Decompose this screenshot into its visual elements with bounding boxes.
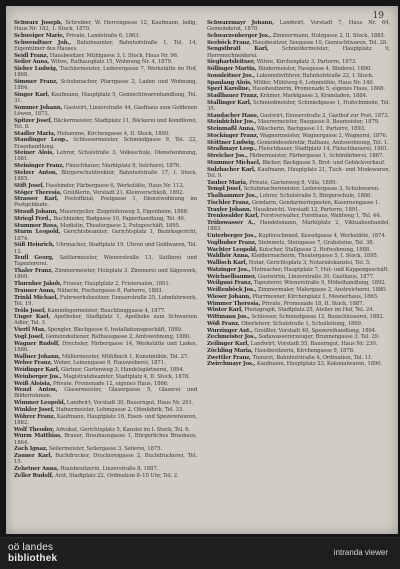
entry-name: Wimmer Theresia, (207, 300, 261, 307)
entry-details: Näherin, Fischergasse 8, Parterre, 1883. (56, 287, 163, 294)
directory-entry (14, 20, 197, 32)
directory-entry (207, 193, 390, 199)
directory-entry (207, 328, 390, 334)
directory-entry (207, 301, 390, 307)
entry-details: Bahnbeamter, Bahnhofstraße 1, Tel. 14, Eigentümer des Hauses. (14, 39, 197, 52)
entry-name: Zauner Karl, (14, 453, 53, 460)
directory-entry (14, 150, 197, 162)
entry-name: Schweiger Marie, (14, 32, 65, 39)
directory-entry (207, 348, 390, 354)
directory-entry (14, 446, 197, 452)
entry-name: Waldhör Anna, (207, 253, 250, 260)
directory-entry (207, 46, 390, 58)
entry-name: Wagner Rudolf, (14, 340, 60, 347)
directory-entry (14, 163, 197, 169)
entry-details: Hausbesitzerin, Linzerstraße 8, 1887. (60, 465, 159, 472)
directory-entry (14, 105, 197, 117)
directory-entry (207, 180, 390, 186)
entry-details: Zimmermann, Holzgasse 2, II. Stock, 1885. (272, 32, 386, 39)
entry-details: Schlossermeister, Schmiedgasse 9, Tel. 22, Eisenhandlung. (14, 137, 197, 150)
directory-entry (14, 367, 197, 373)
entry-name: Zeilinger Karl, (207, 341, 250, 348)
directory-entry (14, 33, 197, 39)
entry-name: Wöhrer Franz, (14, 413, 56, 420)
entry-name: Staudacher Hans, (207, 112, 259, 119)
directory-entry (207, 307, 390, 313)
entry-name: Schwendtner Joh., (14, 39, 71, 46)
directory-entry (207, 40, 390, 46)
entry-name: Tauber Maria, (207, 179, 248, 186)
directory-entry (14, 381, 197, 387)
entry-details: Greißlerin, Vorstadt 21, Kleinverschleiß, 1892. (63, 189, 184, 196)
directory-entry (14, 308, 197, 314)
entry-name: Sonnleitner Jos., (207, 72, 255, 79)
entry-details: Weber, Leinengasse 9, Hausweberei, 1871. (53, 360, 166, 367)
entry-details: Wagnermeister, Wagnergasse 2, Wagnerei, 1876. (259, 132, 388, 139)
entry-name: Stummer Rosa, (14, 222, 59, 229)
entry-details: Hausbesitzerin, Promenade 5, eigenes Haus, 1868. (252, 86, 385, 93)
entry-name: Strauß Johann, (14, 209, 58, 216)
entry-name: Vogl Josef, (14, 333, 45, 340)
right-column (207, 20, 390, 530)
directory-entry (14, 281, 197, 287)
directory-entry (207, 113, 390, 119)
entry-details: Landwirt, Vorstadt 7, Haus Nr. 64, Gemeinderat, 1870. (207, 20, 390, 33)
entry-details: Brauer, Brauhausgasse 1, Bürgerliches Brauhaus, 1864. (14, 433, 197, 446)
directory-entry (207, 294, 390, 300)
entry-details: Bürgerschuldirektor, Bahnhofstraße 17, I. Stock, 1885. (14, 169, 197, 183)
entry-details: Bindermeister, Fassgasse 4, Binderei, 1890. (258, 66, 372, 73)
directory-entry (14, 229, 197, 241)
directory-entry (207, 133, 390, 139)
entry-details: Landwirt, Vorstadt 30, Bauerngut, Haus Nr. 201. (66, 400, 194, 407)
entry-details: Hausbesitzerin, Kirchengasse 9, 1878. (254, 347, 355, 354)
directory-entry (207, 274, 390, 280)
directory-entry (14, 190, 197, 196)
directory-entry (207, 334, 390, 340)
entry-name: Steininger Franz, (14, 163, 65, 170)
page-number: 19 (372, 11, 384, 21)
viewer-label[interactable]: intranda viewer (333, 548, 388, 557)
entry-name: Trauner Anna, (14, 287, 56, 294)
entry-name: Seeböck Franz, (207, 39, 251, 46)
entry-name: Stelzer Anton, (14, 169, 58, 176)
directory-entry (207, 119, 390, 125)
entry-details: Postoffizial, Postgasse 1, Dienstwohnung im Postgebäude. (14, 196, 197, 209)
entry-name: Trenkwalder Karl, (207, 213, 260, 220)
left-column (14, 20, 197, 530)
entry-name: Weidinger Karl, (14, 367, 60, 374)
directory-entry (207, 233, 390, 239)
directory-entry (207, 220, 390, 232)
entry-name: Wallner Johann, (14, 353, 61, 360)
directory-entry (14, 360, 197, 366)
directory-entry (14, 170, 197, 182)
entry-name: Watzinger Jos., (207, 266, 251, 273)
directory-entry (14, 79, 197, 91)
entry-name: Sturm Leopold, (14, 229, 61, 236)
entry-name: Trinkl Michael, (14, 294, 59, 301)
entry-details: Krämer, Marktgasse 3, Kramladen, 1884. (259, 93, 368, 100)
entry-details: Kaufmann, Hauptplatz 16, Eisen- und Spezereiwaren, 1882. (14, 413, 197, 426)
entry-name: Sengstbratl Karl, (207, 46, 269, 53)
directory-entry (14, 223, 197, 229)
directory-entry (207, 73, 390, 79)
entry-details: Fuhrwerksbesitzer, Ennserstraße 25, Lohnfuhrwerk, Tel. 19. (14, 294, 197, 307)
directory-entry (14, 216, 197, 222)
directory-entry (14, 66, 197, 78)
directory-entry (207, 59, 390, 65)
entry-details: Kaufmann, Hauptplatz 21, Tuch- und Modewaren, Tel. 9. (207, 166, 390, 179)
entry-details: Greißler, Vorstadt 40, Spezereihandlung, 1894. (254, 327, 377, 334)
entry-name: Stöger Theresia, (14, 189, 62, 196)
entry-details: Maurermeister, Baugasse 8, Baumeister, 1879. (257, 119, 380, 126)
entry-details: Hausknecht, Vorstadt 12, Parterre, 1891. (252, 206, 360, 213)
directory-entry (207, 314, 390, 320)
entry-name: Wieser Johann, (207, 293, 251, 300)
directory-entry (14, 137, 197, 149)
entry-details: Witwe, Rathausplatz 15, Wohnung Nr. 4, 1879. (50, 59, 173, 66)
directory-entry (207, 160, 390, 166)
directory-entry (14, 209, 197, 215)
entry-name: Seidl Franz, (14, 52, 49, 59)
directory-entry (14, 183, 197, 189)
directory-entry (14, 354, 197, 360)
entry-name: Schwarzmayr Johann, (207, 20, 274, 26)
entry-name: Trübswasser A., (207, 220, 256, 227)
entry-details: Hausbesitzer, Seegasse 10, Gemischtwaren, Tel. 28. (252, 39, 388, 46)
entry-details: Müller, Mühlweg 6, Lohnmühle, Haus Nr. 140. (253, 79, 375, 86)
entry-name: Wöß Franz, (207, 320, 240, 327)
entry-details: Landwirt, Vorstadt 55, Bauerngut, Haus Nr. 230. (250, 341, 378, 348)
footer-bar (0, 537, 400, 569)
entry-details: Hausbesitzer, Mühlgasse 3, I. Stock, Haus Nr. 96. (49, 52, 179, 59)
entry-name: Weber Franz, (14, 360, 53, 367)
directory-entry (14, 327, 197, 333)
entry-name: Wimmer Leopold, (14, 400, 66, 407)
directory-entry (14, 466, 197, 472)
entry-name: Wurm Matthias, (14, 433, 62, 440)
directory-entry (14, 427, 197, 433)
entry-details: Sodawassererzeuger, Brunnengasse 3, Tel. 29. (258, 334, 380, 341)
entry-name: Seiler Anna, (14, 59, 50, 66)
entry-details: Gendarm, Gendarmerieposten, Kasernengasse 1. (251, 199, 380, 206)
entry-name: Steiner Alois, (14, 150, 54, 157)
entry-details: Gastwirt, Ennserstraße 2, Gasthof zur Post, 1872. (260, 112, 390, 119)
logo-line-1: oö landes (8, 542, 54, 553)
entry-name: Weinberger Jos., (14, 373, 62, 380)
entry-details: Forstverwalter, Forsthaus, Waldweg 1, Tel. 44. (260, 213, 381, 220)
directory-entry (14, 40, 197, 52)
directory-entry (207, 207, 390, 213)
entry-name: Viertl Max, (14, 327, 46, 334)
entry-name: Sperl Karoline, (207, 86, 251, 93)
entry-details: Bäckermeister, Stadtplatz 11, Bäckerei und Konditorei, Tel. 8. (14, 117, 197, 130)
directory-entry (207, 66, 390, 72)
entry-details: Gemeindesekretär, Rathaus, Amtswohnung, Tel. 1. (257, 139, 389, 146)
entry-name: Stadlbauer Franz, (207, 93, 259, 100)
directory-entry (207, 341, 390, 347)
entry-name: Spitzer Josef, (14, 117, 53, 124)
entry-details: Schlosser, Schmiedgasse 12, Bauschlosserei, 1882. (251, 314, 385, 321)
entry-details: Steinmetz, Steingasse 7, Grabsteine, Tel. 38. (257, 239, 374, 246)
entry-name: Zehetner Anna, (14, 465, 59, 472)
entry-details: Buchdrucker, Druckereigasse 2, Buchdruckerei, Tel. 15. (14, 453, 197, 466)
entry-details: Kaufmann, Hauptplatz 23, Kolonialwaren, 1890. (256, 361, 383, 368)
entry-details: Private, Promenade 18, II. Stock, 1887. (261, 300, 364, 307)
entry-name: Wallisch Karl, (207, 260, 248, 267)
entry-name: Weichselbaumer, (207, 273, 257, 280)
entry-details: Buchbinder, Badgasse 10, Papierhandlung, Tel. 40. (53, 215, 186, 222)
entry-name: Zach Ignaz, (14, 446, 48, 453)
entry-details: Gärtner, Gartenweg 3, Handelsgärtnerei, 1894. (61, 367, 185, 374)
directory-entry (207, 240, 390, 246)
entry-details: Fassbinder, Färbergasse 6, Werkstätte, Haus Nr. 112. (45, 182, 185, 189)
entry-name: Weißenböck Jos., (207, 287, 257, 294)
directory-entry (207, 80, 390, 86)
entry-details: Schreiber, W. Herrengasse 12, Kaufmann, ledig, Haus Nr. 182, 1. Stock, 1870. (14, 20, 197, 33)
directory-entry (14, 92, 197, 104)
directory-entry (207, 267, 390, 273)
entry-details: Gastwirtin, Linzerstraße 30, Gasthaus, 1877. (257, 273, 375, 280)
directory-entry (207, 260, 390, 266)
entry-name: Templ Josef, (207, 186, 243, 193)
entry-name: Süß Heinrich, (14, 242, 55, 249)
entry-name: Sieber Ludwig, (14, 66, 58, 73)
directory-entry (14, 334, 197, 340)
directory-entry (14, 387, 197, 399)
entry-name: Singer Karl, (14, 91, 50, 98)
entry-name: Tischler Franz, (207, 199, 251, 206)
entry-name: Zöchling Maria, (207, 347, 253, 354)
directory-entry (14, 374, 197, 380)
entry-name: Tröls Josef, (14, 307, 46, 314)
entry-details: Friseur, Hauptplatz 2, Frisiersalon, 1891. (63, 281, 171, 288)
entry-name: Wurzinger Ant., (207, 327, 253, 334)
entry-details: Glasermeister, Glasergasse 5, Glaserei und Bilderrahmen. (14, 387, 197, 400)
entry-details: Sattlermeister, Wienerstraße 13, Sattlerei und Tapeziererei. (14, 255, 197, 268)
entry-details: Pfarrmesner, Kirchenplatz 1, Mesnerhaus, 1865. (252, 293, 379, 300)
entry-name: Voglhuber Franz, (207, 239, 257, 246)
directory-entry (14, 268, 197, 280)
directory-entry (14, 433, 197, 445)
directory-entry (14, 400, 197, 406)
directory-entry (207, 280, 390, 286)
directory-entry (207, 86, 390, 92)
directory-entry (207, 140, 390, 146)
entry-details: Wäscherin, Bachgasse 11, Parterre, 1893. (256, 126, 366, 133)
entry-name: Staudinger Leop., (14, 137, 69, 144)
entry-name: Teufl Georg, (14, 255, 54, 262)
directory-entry (14, 288, 197, 294)
entry-details: Zimmermaler, Malergasse 2, Anstreicherei, 1880. (257, 287, 387, 294)
entry-details: Müllermeister, Mühlbach 1, Kunstmühle, Tel. 27. (61, 353, 189, 360)
directory-entry (207, 186, 390, 192)
entry-name: Schwarzenberger Jos., (207, 32, 272, 39)
directory-entry (207, 321, 390, 327)
entry-details: Tapezierer, Wienerstraße 9, Möbelhandlung, 1892. (253, 280, 387, 287)
entry-details: Notar, Gerichtsplatz 3, Notariatskanzlei, Tel. 5. (248, 260, 371, 267)
entry-name: Stummer Michael, (207, 159, 261, 166)
entry-name: Wolf Theodor, (14, 426, 55, 433)
directory-entry (14, 59, 197, 65)
entry-name: Spanlang Alois, (207, 79, 252, 86)
directory-entry (207, 253, 390, 259)
entry-details: Hafnermeister, Lehmgasse 2, Ofenfabrik, Tel. 33. (56, 406, 184, 413)
entry-name: Streicher Jos., (207, 153, 248, 160)
entry-details: Private, Landstraße 6, 1863. (65, 32, 140, 39)
entry-details: Kupferschmied, Kesselgasse 4, Werkstätte, 1874. (258, 233, 387, 240)
entry-name: Sommer Johann, (14, 104, 63, 111)
entry-details: Schuhmacher, Pfarrgasse 2, Laden und Wohnung, 1884. (14, 78, 197, 92)
directory-entry (14, 473, 197, 479)
directory-entry (14, 53, 197, 59)
entry-name: Zwettler Franz, (207, 354, 251, 361)
directory-entry (207, 247, 390, 253)
directory-entry (14, 453, 197, 465)
scanned-page[interactable] (6, 6, 398, 534)
entry-details: Gemeindediener, Rathausgasse 2, Amtswohnung, 1880. (45, 333, 191, 340)
entry-name: Steinmaßl Anna, (207, 126, 256, 133)
entry-name: Sieghartsleitner, (207, 59, 256, 66)
entry-details: Kutscher, Stallgasse 2, Hofwohnung, 1888. (258, 246, 371, 253)
entry-details: Bäcker, Backgasse 5, Brot- und Gebäckverkauf. (262, 159, 386, 166)
directory-entry (14, 414, 197, 426)
entry-details: Färbermeister, Färbergasse 1, Schönfärberei, 1867. (249, 153, 384, 160)
entry-details: Kaminfegermeister, Rauchfanggasse 4, 1877. (47, 307, 166, 314)
entry-details: Spengler, Blechgasse 6, Installationsgeschäft, 1889. (47, 327, 183, 334)
entry-name: Stallinger Karl, (207, 99, 252, 106)
entry-name: Wittmann Jos., (207, 314, 250, 321)
directory-entry (207, 146, 390, 152)
entry-details: Maurerpolier, Ziegelofenweg 5, Eigenheim, 1888. (59, 209, 189, 216)
entry-details: Fleischhauer, Marktplatz 8, Selcherei, 1876. (65, 163, 181, 170)
entry-details: Witwe, Kirchenplatz 3, Parterre, 1873. (256, 59, 357, 66)
directory-entry (14, 196, 197, 208)
entry-details: Photograph, Stadtplatz 25, Atelier im Hof, Tel. 24. (244, 307, 374, 314)
entry-name: Weilguni Franz, (207, 280, 253, 287)
entry-details: Hebamme, Kirchengasse 4, II. Stock, 1890. (57, 130, 170, 137)
entry-details: Zimmermeister, Holzplatz 3, Zimmerei und Sägewerk, 1869. (14, 268, 197, 281)
entry-name: Straßmayr Leop., (207, 146, 257, 153)
entry-details: Schneidermeister, Hauptplatz 9, Herrenschneiderei. (207, 46, 390, 59)
directory-entry (207, 200, 390, 206)
entry-details: Drechsler, Färbergasse 14, Werkstätte und Laden, 1886. (14, 340, 197, 353)
entry-details: Tierarzt, Bahnhofstraße 4, Ordination, Tel. 11. (252, 354, 373, 361)
directory-entry (14, 295, 197, 307)
directory-entry (207, 126, 390, 132)
entry-name: Thurnher Jakob, (14, 281, 62, 288)
directory-entry (14, 255, 197, 267)
entry-name: Steinbichler Jos., (207, 119, 257, 126)
entry-details: Lehrer, Schulstraße 3, Volksschule, Dienstwohnung, 1881. (14, 150, 197, 163)
entry-details: Magistratsbeamter, Stadtplatz 4, II. Stock, 1878. (63, 373, 190, 380)
directory-entry (14, 131, 197, 137)
directory-entry (14, 407, 197, 413)
entry-details: Gerichtsbeamter, Gerichtsplatz 1, Bezirksgericht, 1874. (14, 229, 197, 242)
entry-name: Simmer Franz, (14, 78, 58, 85)
entry-details: Private, Promenade 12, eigenes Haus, 1866. (53, 380, 169, 387)
entry-name: Winter Karl, (207, 307, 243, 314)
entry-name: Strasser Karl, (14, 196, 59, 203)
entry-name: Stift Josef, (14, 182, 45, 189)
entry-name: Zwirchmayr Jos., (207, 361, 256, 368)
entry-name: Schwarz Joseph, (14, 20, 63, 26)
entry-name: Wenzl Anton, (14, 387, 58, 394)
entry-name: Wachter Leopold, (207, 246, 258, 253)
directory-entry (207, 287, 390, 293)
entry-name: Striegl Ferd., (14, 215, 52, 222)
entry-details: Arzt, Stadtplatz 22, Ordination 8–10 Uhr, Tel. 2. (54, 472, 179, 479)
entry-name: Sulzbacher Karl, (207, 166, 256, 173)
entry-details: Private, Gartenweg 8, Villa, 1889. (249, 179, 337, 186)
entry-name: Thalhammer Jos., (207, 193, 258, 200)
entry-details: Apotheker, Stadtplatz 1, Apotheke zum Schwarzen Adler, Tel. 3. (14, 314, 197, 327)
directory-entry (207, 355, 390, 361)
entry-details: Lehrer, Schulstraße 5, Bürgerschule, 1886. (259, 193, 372, 200)
directory-entry (207, 100, 390, 112)
entry-details: Kaufmann, Hauptplatz 5, Gemischtwarenhandlung, Tel. 31. (14, 91, 197, 105)
directory-entry (14, 314, 197, 326)
entry-details: Uhrmacher, Stadtplatz 19, Uhren und Goldwaren, Tel. 12. (14, 242, 197, 255)
entry-name: Zeller Rudolf, (14, 472, 54, 479)
logo-line-2: bibliothek (8, 553, 58, 564)
entry-name: Traxler Johann, (207, 206, 252, 213)
entry-name: Winkler Josef, (14, 406, 55, 413)
entry-name: Stadler Maria, (14, 130, 56, 137)
entry-details: Gastwirt, Linzerstraße 44, Gasthaus zum Goldenen Löwen, 1872. (14, 104, 197, 117)
entry-details: Kleidermacherin, Theatergasse 5, I. Stock, 1895. (251, 253, 379, 260)
directory-entry (207, 361, 390, 367)
entry-details: Schmiedmeister, Schmiedgasse 1, Hufschmiede, Tel. 35. (207, 99, 390, 112)
entry-details: Modistin, Theatergasse 2, Putzgeschäft, 1895. (59, 222, 181, 229)
library-logo[interactable] (8, 542, 57, 564)
entry-name: Weiß Aloisia, (14, 380, 52, 387)
directory-entry (14, 341, 197, 353)
entry-details: Handelsmann, Marktplatz 2, Viktualienhandel, 1883. (207, 220, 390, 233)
entry-name: Zechmeister Jos., (207, 334, 257, 341)
entry-details: Tischlermeister, Lederergasse 7, Werkstätte im Hof, 1868. (14, 66, 197, 79)
entry-details: Hutmacher, Hauptplatz 7, Hut- und Kappengeschäft. (251, 266, 389, 273)
entry-name: Unterberger Jos., (207, 233, 257, 240)
directory-entry (207, 33, 390, 39)
entry-details: Oberlehrer, Schulstraße 1, Schulleitung, 1869. (241, 320, 363, 327)
entry-name: Unger Karl, (14, 314, 51, 321)
directory-entry (207, 167, 390, 179)
directory-entry (14, 118, 197, 130)
entry-name: Stöttner Ludwig, (207, 139, 256, 146)
directory-entry (207, 153, 390, 159)
directory-entry (14, 242, 197, 254)
entry-name: Thaler Franz, (14, 268, 53, 275)
entry-details: Lokomotivführer, Bahnhofstraße 22, I. Stock. (256, 72, 374, 79)
entry-details: Fleischhauer, Stadtplatz 14, Fleischhauerei, 1881. (258, 146, 389, 153)
directory-entry (207, 93, 390, 99)
entry-details: Schuhmachermeister, Lederergasse 3, Schuhwaren. (243, 186, 380, 193)
entry-name: Söllinger Martin, (207, 66, 257, 73)
entry-details: Advokat, Gerichtsplatz 5, Kanzlei im I. Stock, Tel. 6. (55, 426, 191, 433)
entry-name: Stockinger Franz, (207, 132, 259, 139)
entry-details: Seilermeister, Seilergasse 3, Seilerei, 1875. (49, 446, 162, 453)
directory-entry (207, 20, 390, 32)
directory-entry (207, 213, 390, 219)
